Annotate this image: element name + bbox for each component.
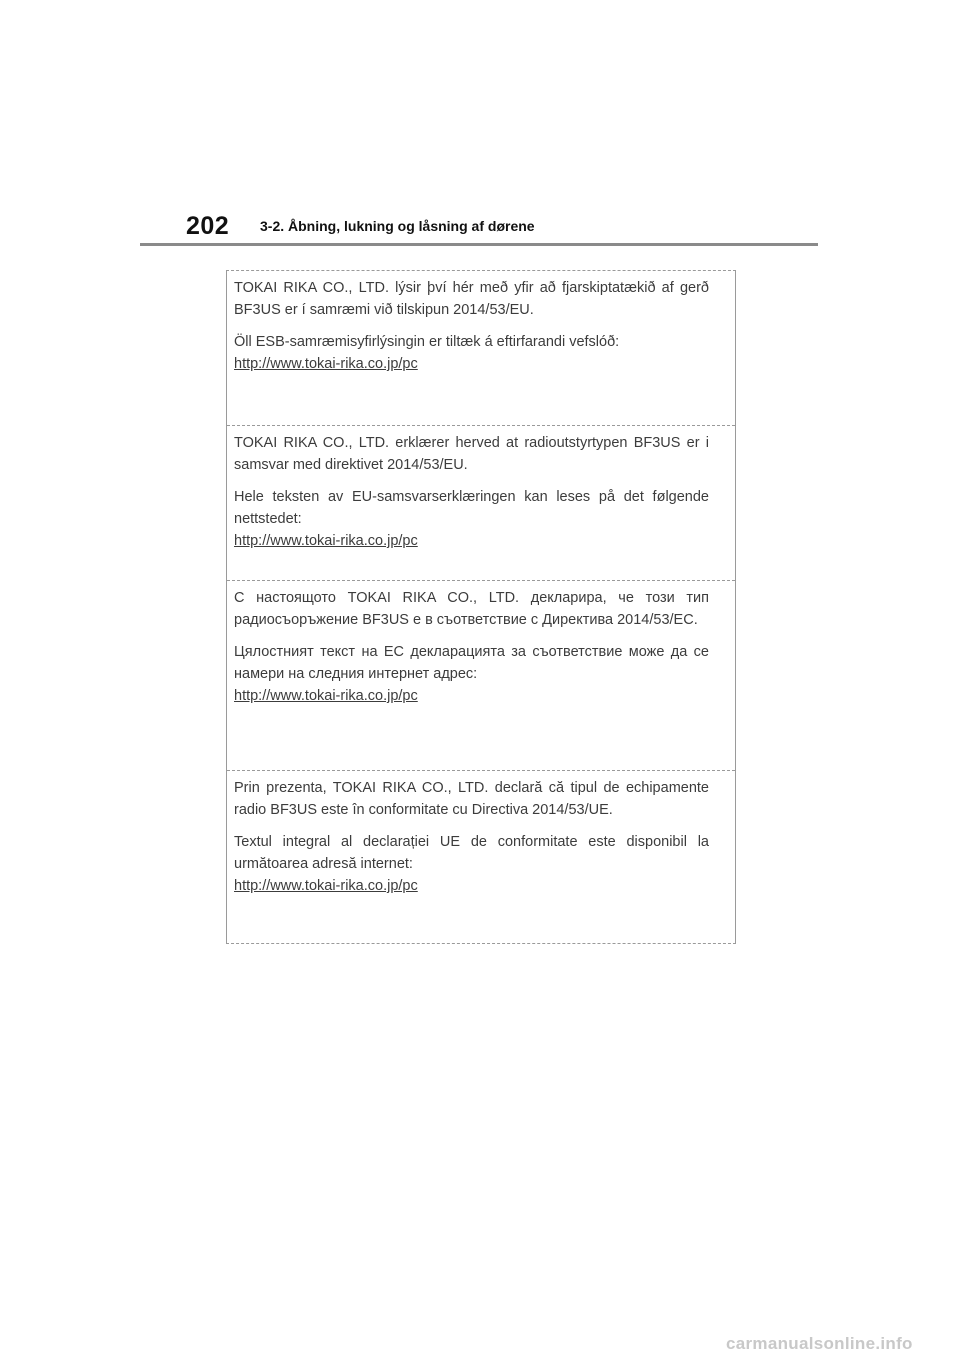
declaration-availability: Hele teksten av EU-samsvarserklæringen kan leses på det følgende nettstedet:	[234, 489, 709, 527]
declaration-icelandic	[227, 271, 735, 426]
declaration-link[interactable]: http://www.tokai-rika.co.jp/pc	[234, 356, 418, 372]
declaration-availability: Textul integral al declarației UE de conformitate este disponibil la următoarea adresă internet:	[234, 834, 709, 872]
declaration-statement: Prin prezenta, TOKAI RIKA CO., LTD. declară că tipul de echipamente radio BF3US este în conformitate cu Directiva 2014/53/UE.	[234, 780, 709, 818]
declarations-table	[226, 270, 736, 944]
declaration-statement: TOKAI RIKA CO., LTD. erklærer herved at radioutstyrtypen BF3US er i samsvar med direktivet 2014/53/EU.	[234, 435, 709, 473]
declaration-link[interactable]: http://www.tokai-rika.co.jp/pc	[234, 688, 418, 704]
declaration-availability: Öll ESB-samræmisyfirlýsingin er tiltæk á eftirfarandi vefslóð:	[234, 334, 620, 350]
declaration-bulgarian	[227, 581, 735, 771]
page-number: 202	[186, 212, 230, 240]
declaration-statement: TOKAI RIKA CO., LTD. lýsir því hér með yfir að fjarskiptatækið af gerð BF3US er í samræmi við tilskipun 2014/53/EU.	[234, 280, 709, 318]
declaration-romanian	[227, 771, 735, 943]
footer-watermark: carmanualsonline.info	[726, 1334, 913, 1353]
section-title: 3-2. Åbning, lukning og låsning af dørene	[260, 218, 535, 234]
declaration-availability: Цялостният текст на ЕС декларацията за съответствие може да се намери на следния интернет адрес:	[234, 644, 709, 682]
header-divider	[140, 243, 818, 246]
declaration-norwegian	[227, 426, 735, 581]
declaration-link[interactable]: http://www.tokai-rika.co.jp/pc	[234, 533, 418, 549]
declaration-link[interactable]: http://www.tokai-rika.co.jp/pc	[234, 878, 418, 894]
declaration-statement: С настоящото TOKAI RIKA CO., LTD. декларира, че този тип радиосъоръжение BF3US е в съответствие с Директива 2014/53/ЕС.	[234, 590, 709, 628]
